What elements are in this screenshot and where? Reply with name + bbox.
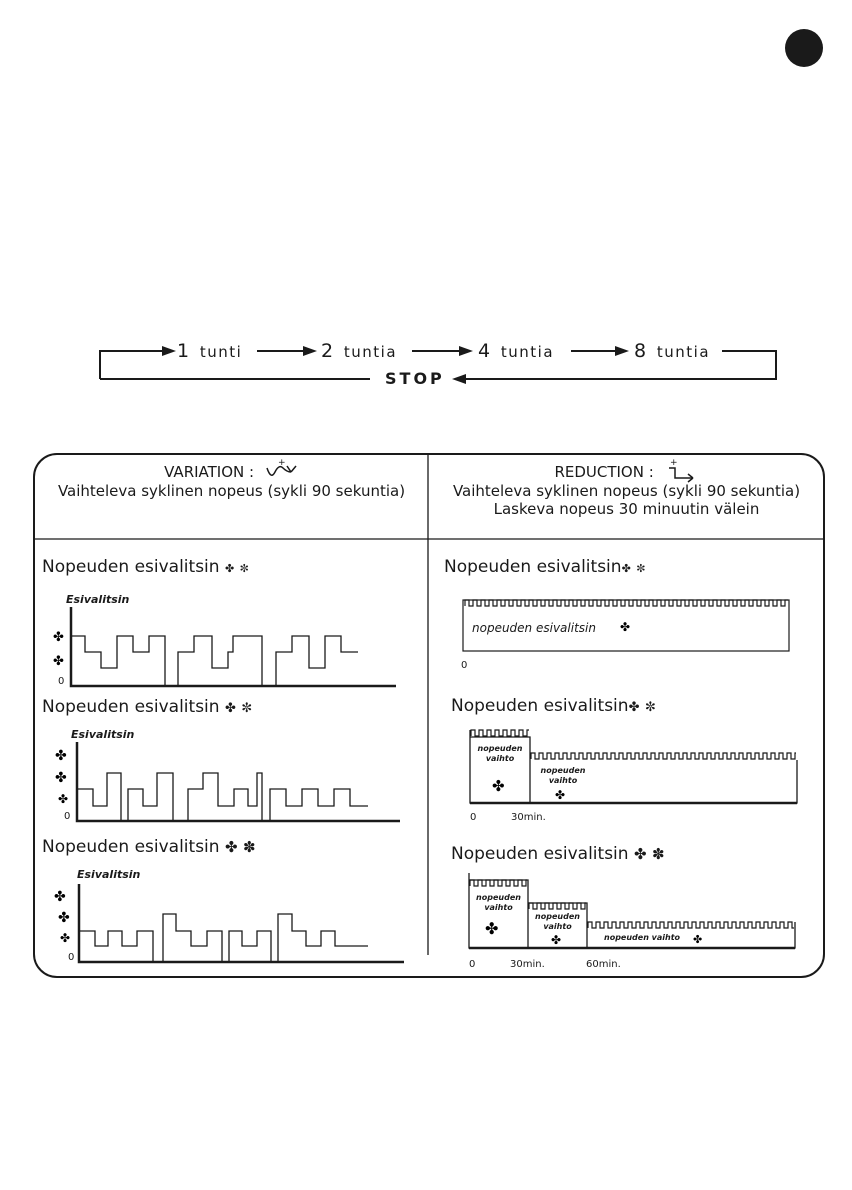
fan-low-icon: ✤ <box>60 931 71 945</box>
variation-3-zero: 0 <box>68 952 75 963</box>
reduction-description-2: Laskeva nopeus 30 minuutin välein <box>493 500 760 518</box>
variation-description: Vaihteleva syklinen nopeus (sykli 90 sekuntia) <box>57 482 406 500</box>
reduction-3-zero: 0 <box>469 959 476 970</box>
snow-icon: ✼ <box>239 562 249 575</box>
reduction-2-30min: 30min. <box>511 812 546 823</box>
variation-2-zero: 0 <box>64 811 71 822</box>
svg-text:+: + <box>277 458 286 468</box>
variation-title: VARIATION : <box>164 463 255 481</box>
fan-low-icon: ✤ <box>620 620 631 634</box>
fan-medium-icon: ✤ <box>628 700 640 715</box>
fan-medium-icon: ✤ <box>58 910 70 926</box>
snow-icon: ✼ <box>644 700 656 715</box>
timer-step-2: 2 tuntia <box>321 340 398 362</box>
fan-low-icon: ✤ <box>53 654 64 669</box>
reduction-3-30min: 30min. <box>510 959 545 970</box>
reduction-3-60min: 60min. <box>586 959 621 970</box>
fan-high-icon: ✤ <box>485 919 499 938</box>
fan-high-icon: ✤ <box>224 838 238 856</box>
snow-icon: ✼ <box>636 562 646 575</box>
fan-low-icon: ✤ <box>693 933 703 946</box>
fan-medium-icon: ✤ <box>224 701 236 716</box>
reduction-section-2-label: Nopeuden esivalitsin✤ ✼ <box>451 696 656 716</box>
timer-step-8: 8 tuntia <box>634 340 711 362</box>
reduction-3-box-1-text: nopeuden vaihto <box>476 893 521 912</box>
variation-section-2-label: Nopeuden esivalitsin ✤ ✼ <box>42 697 253 717</box>
reduction-2-zero: 0 <box>470 812 477 823</box>
variation-1-chart-label: Esivalitsin <box>66 593 130 606</box>
reduction-description-1: Vaihteleva syklinen nopeus (sykli 90 sekuntia) <box>452 482 801 500</box>
reduction-2-box-1-text: nopeuden vaihto <box>477 744 523 763</box>
fan-medium-icon: ✤ <box>53 630 64 645</box>
reduction-title: REDUCTION : <box>554 463 654 481</box>
fan-medium-icon: ✤ <box>55 770 67 786</box>
reduction-1-box-text: nopeuden esivalitsin <box>472 621 596 635</box>
fan-medium-icon: ✤ <box>555 788 566 802</box>
reduction-3-box-2-text: nopeuden vaihto <box>535 912 580 931</box>
variation-1-zero: 0 <box>58 676 65 687</box>
stop-label: STOP <box>385 369 445 388</box>
reduction-section-3-label: Nopeuden esivalitsin ✤ ✽ <box>451 844 665 864</box>
reduction-section-1-label: Nopeuden esivalitsin✤ ✼ <box>444 557 646 577</box>
timer-step-4: 4 tuntia <box>478 340 555 362</box>
fan-high-icon: ✤ <box>54 889 66 905</box>
fan-medium-icon: ✤ <box>551 933 562 947</box>
svg-text:+: + <box>669 458 678 468</box>
reduction-1-zero: 0 <box>461 660 468 671</box>
fan-high-icon: ✤ <box>492 777 505 795</box>
fan-high-icon: ✤ <box>633 845 647 863</box>
fan-low-icon: ✤ <box>224 562 235 575</box>
fan-low-icon: ✤ <box>621 562 631 575</box>
variation-2-chart-label: Esivalitsin <box>71 728 135 741</box>
fan-high-icon: ✤ <box>55 748 67 764</box>
snow-icon: ✽ <box>651 845 665 863</box>
snow-icon: ✽ <box>242 838 256 856</box>
variation-section-1-label: Nopeuden esivalitsin ✤ ✼ <box>42 557 249 577</box>
reduction-2-box-2-text: nopeuden vaihto <box>540 766 586 785</box>
variation-section-3-label: Nopeuden esivalitsin ✤ ✽ <box>42 837 256 857</box>
variation-3-chart-label: Esivalitsin <box>77 868 141 881</box>
timer-step-1: 1 tunti <box>177 340 243 362</box>
snow-icon: ✼ <box>241 701 253 716</box>
fan-low-icon: ✤ <box>58 792 69 806</box>
reduction-3-box-3-text: nopeuden vaihto <box>604 933 681 942</box>
